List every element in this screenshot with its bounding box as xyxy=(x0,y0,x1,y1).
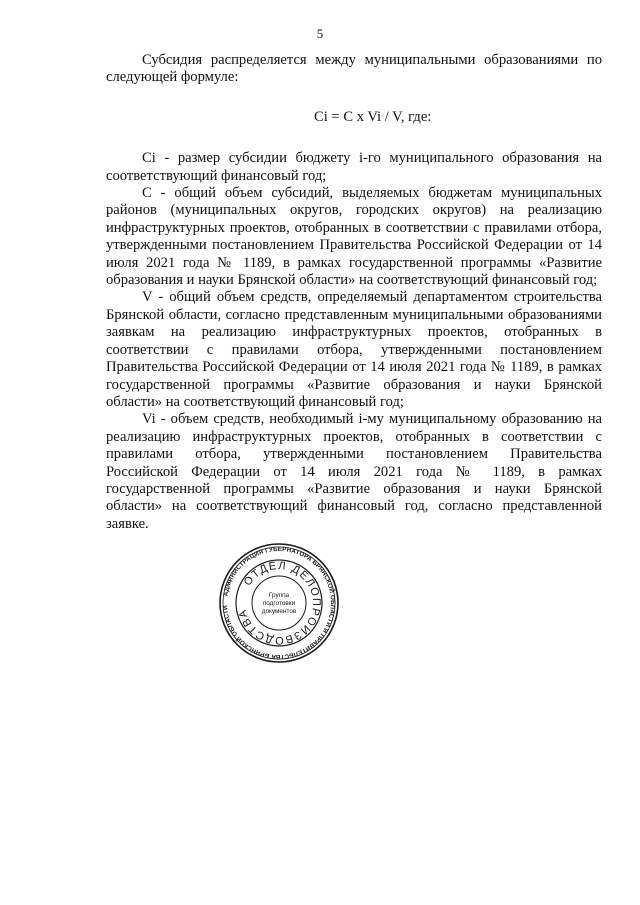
stamp-outer-ring-text: АДМИНИСТРАЦИЯ ГУБЕРНАТОРА БРЯНСКОЙ ОБЛАСТИ И ПРАВИТЕЛЬСТВА БРЯНСКОЙ ОБЛАСТИ xyxy=(222,545,337,661)
stamp-center-line-2: подготовки xyxy=(262,600,296,607)
office-stamp xyxy=(218,542,340,664)
definition-v: V - общий объем средств, определяемый департаментом строительства Брянской области, согласно представленным муниципальными образованиями заявкам на реализацию инфраструктурных проектов, отобранных в соответствии с правилами отбора, утвержденными постановлением Правительства Российской Федерации от 14 июля 2021 года № 1189, в рамках государственной программы «Развитие образования и науки Брянской области» на соответствующий финансовый год; xyxy=(106,289,602,410)
stamp-inner-ring-text: ОТДЕЛ ДЕЛОПРОИЗВОДСТВА xyxy=(236,559,323,647)
stamp-seal-graphic xyxy=(218,542,340,664)
stamp-center-line-1: Группа xyxy=(268,592,290,599)
stamp-center-line-3: документов xyxy=(261,608,297,615)
definition-ci: Ci - размер субсидии бюджету i-го муниципального образования на соответствующий финансовый год; xyxy=(106,150,602,184)
page-number: 5 xyxy=(316,26,324,41)
definition-vi: Vi - объем средств, необходимый i-му муниципальному образованию на реализацию инфраструктурных проектов, отобранных в соответствии с правилами отбора, утвержденными постановлением Правительства Российской Федерации от 14 июля 2021 года № 1189, в рамках государственной программы «Развитие образования и науки Брянской области» на соответствующий финансовый год, согласно представленной заявке. xyxy=(106,411,602,532)
intro-paragraph: Субсидия распределяется между муниципальными образованиями по следующей формуле: xyxy=(106,52,602,86)
formula: Ci = C x Vi / V, где: xyxy=(314,108,432,125)
document-body xyxy=(106,52,602,533)
definition-c: С - общий объем субсидий, выделяемых бюджетам муниципальных районов (муниципальных округов, городских округов) на реализацию инфраструктурных проектов, отобранных в соответствии с правилами отбора, утвержденными постановлением Правительства Российской Федерации от 14 июля 2021 года № 1189, в рамках государственной программы «Развитие образования и науки Брянской области» на соответствующий финансовый год; xyxy=(106,185,602,289)
